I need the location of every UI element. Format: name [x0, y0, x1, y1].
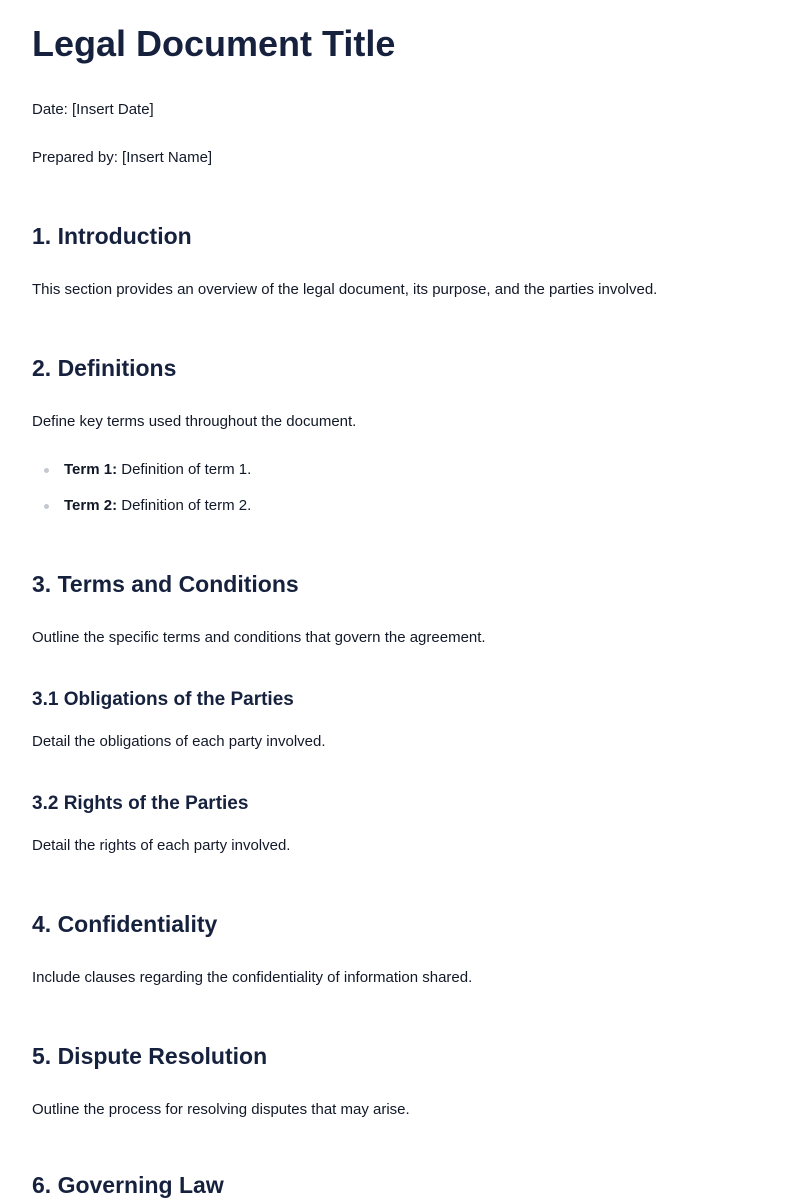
term-label: Term 1: — [64, 461, 118, 478]
definitions-heading: 2. Definitions — [32, 355, 177, 381]
term-definition: Definition of term 1. — [117, 461, 252, 478]
definition-entry — [64, 460, 251, 480]
definition-entry — [64, 496, 251, 516]
term-label: Term 2: — [64, 497, 118, 514]
terms-heading: 3. Terms and Conditions — [32, 571, 299, 597]
terms-text: Outline the specific terms and conditions that govern the agreement. — [32, 629, 486, 646]
prepared-by: Prepared by: [Insert Name] — [32, 149, 213, 166]
confidentiality-heading: 4. Confidentiality — [32, 911, 218, 937]
bullet-icon — [44, 468, 49, 473]
governing-law-heading: 6. Governing Law — [32, 1172, 224, 1198]
obligations-heading: 3.1 Obligations of the Parties — [32, 689, 294, 710]
introduction-heading: 1. Introduction — [32, 223, 192, 249]
confidentiality-text: Include clauses regarding the confidentiality of information shared. — [32, 969, 473, 986]
dispute-text: Outline the process for resolving disputes that may arise. — [32, 1101, 410, 1118]
document-date: Date: [Insert Date] — [32, 101, 154, 118]
rights-heading: 3.2 Rights of the Parties — [32, 793, 249, 814]
rights-text: Detail the rights of each party involved. — [32, 837, 291, 854]
obligations-text: Detail the obligations of each party involved. — [32, 733, 326, 750]
bullet-icon — [44, 504, 49, 509]
introduction-text: This section provides an overview of the legal document, its purpose, and the parties involved. — [32, 281, 658, 298]
definitions-text: Define key terms used throughout the document. — [32, 413, 357, 430]
dispute-heading: 5. Dispute Resolution — [32, 1043, 268, 1069]
term-definition: Definition of term 2. — [117, 497, 252, 514]
document-title: Legal Document Title — [32, 23, 396, 64]
